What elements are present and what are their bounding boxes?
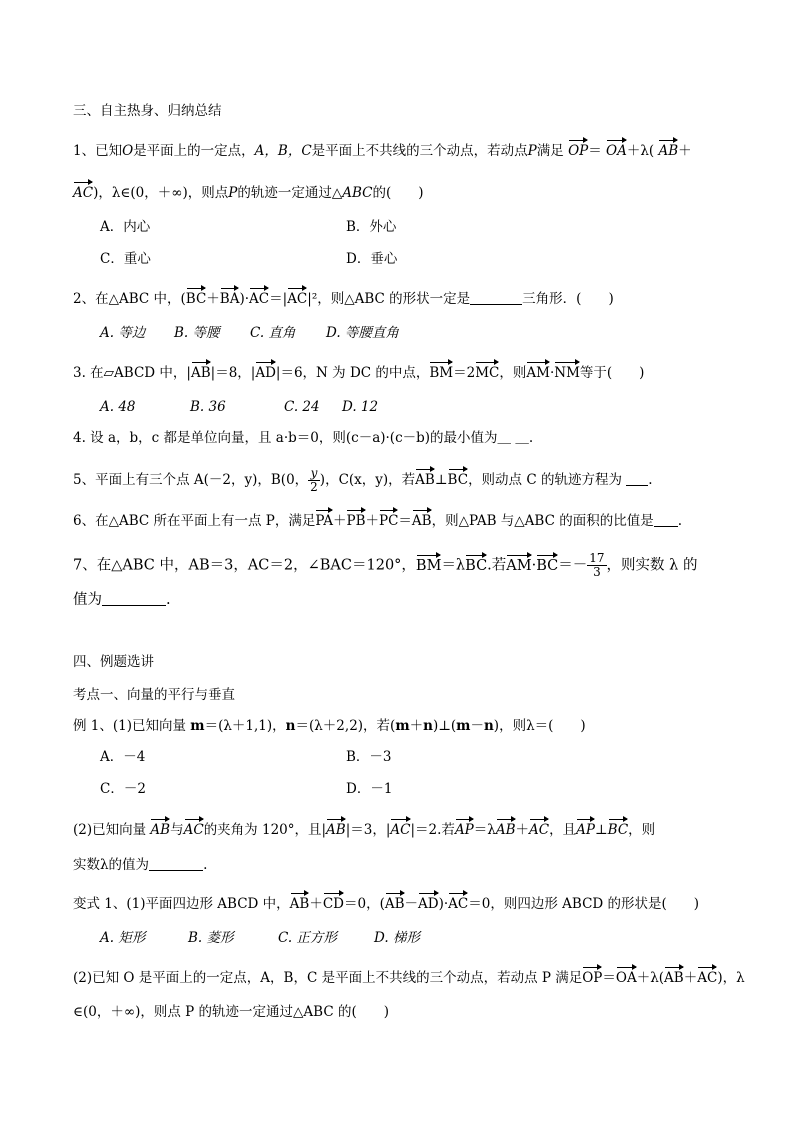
answer-blank <box>470 290 522 305</box>
q1-option-a: A．内心 <box>100 219 151 235</box>
q2-option-c: C. 直角 <box>250 325 296 341</box>
vector-BC: BC <box>186 287 207 309</box>
question-3: 3. 在▱ABCD 中，|AB|＝8，|AD|＝6，N 为 DC 的中点，BM＝2MC，则AM·NM等于( ) <box>73 361 644 383</box>
q1-option-b: B．外心 <box>346 219 397 235</box>
vector-AB: AB <box>385 892 405 914</box>
topic-1-title: 考点一、向量的平行与垂直 <box>73 687 235 703</box>
vector-AB: AB <box>150 818 170 840</box>
vector-AB: AB <box>415 468 435 490</box>
vector-BC: BC <box>465 554 487 576</box>
vector-PB: PB <box>346 509 365 531</box>
example-1-part-2-line-2: 实数λ的值为 . <box>73 857 208 873</box>
vector-AB: AB <box>412 509 432 531</box>
vector-BC: BC <box>448 468 469 490</box>
vector-OA: OA <box>606 139 627 161</box>
q1-option-d: D．垂心 <box>346 251 398 267</box>
vector-AB: AB <box>658 139 678 161</box>
answer-blank <box>149 856 203 871</box>
vector-AC: AC <box>529 818 549 840</box>
section-4-title: 四、例题选讲 <box>73 654 154 670</box>
vector-BM: BM <box>416 554 442 576</box>
vector-NM: NM <box>554 361 580 383</box>
vector-PA: PA <box>315 509 333 531</box>
ex1-option-a: A．－4 <box>100 749 146 765</box>
q3-option-c: C. 24 <box>284 399 320 415</box>
var1-option-b: B. 菱形 <box>188 930 234 946</box>
ex1-option-d: D．－1 <box>346 781 393 797</box>
q3-option-d: D. 12 <box>342 399 379 415</box>
vector-AD: AD <box>418 892 439 914</box>
vector-AC: AC <box>697 966 717 988</box>
vector-OP: OP <box>568 139 588 161</box>
var1-option-d: D. 梯形 <box>374 930 420 946</box>
q3-option-b: B. 36 <box>190 399 226 415</box>
q2-option-d: D. 等腰直角 <box>326 325 399 341</box>
answer-blank <box>654 512 678 527</box>
vector-AC: AC <box>249 287 269 309</box>
q3-option-a: A. 48 <box>100 399 136 415</box>
vector-CD: CD <box>323 892 344 914</box>
var1-option-c: C. 正方形 <box>278 930 337 946</box>
ex1-option-c: C．－2 <box>100 781 146 797</box>
question-1-line-1: 1、已知O是平面上的一定点，A，B，C是平面上不共线的三个动点，若动点P满足 OP＝ OA＋λ( AB＋ <box>73 139 692 161</box>
fraction-y-over-2: $\frac{y}{2}$ <box>310 466 318 494</box>
q1-option-c: C．重心 <box>100 251 151 267</box>
question-7-line-2: 值为 . <box>73 592 171 608</box>
var1-option-a: A. 矩形 <box>100 930 146 946</box>
vector-BC: BC <box>536 554 558 576</box>
question-7-line-1: 7、在△ABC 中，AB＝3，AC＝2，∠BAC＝120°，BM＝λBC.若AM·BC＝－ $\frac{17}{3}$ ，则实数 λ 的 <box>73 551 698 579</box>
vector-AM: AM <box>526 361 550 383</box>
vector-PC: PC <box>379 509 398 531</box>
question-1-line-2: AC)，λ∈(0，＋∞)，则点P的轨迹一定通过△ABC的( ) <box>73 181 424 203</box>
vector-AP: AP <box>455 818 474 840</box>
vector-MC: MC <box>475 361 499 383</box>
variant-1-part-2-line-1: (2)已知 O 是平面上的一定点，A，B，C 是平面上不共线的三个动点，若动点 P 满足OP＝OA＋λ(AB＋AC)，λ <box>73 966 745 988</box>
vector-AB: AB <box>326 818 346 840</box>
vector-AB: AB <box>290 892 310 914</box>
vector-AC: AC <box>287 287 307 309</box>
vector-AB: AB <box>664 966 684 988</box>
vector-BM: BM <box>429 361 453 383</box>
vector-AC: AC <box>73 181 93 203</box>
vector-OA: OA <box>616 966 637 988</box>
example-1-part-1: 例 1、(1)已知向量 m＝(λ＋1,1)，n＝(λ＋2,2)，若(m＋n)⊥(m－n)，则λ＝( ) <box>73 718 586 734</box>
vector-OP: OP <box>582 966 602 988</box>
vector-AM: AM <box>506 554 531 576</box>
variant-1-part-1: 变式 1、(1)平面四边形 ABCD 中，AB＋CD＝0，(AB－AD)·AC＝0，则四边形 ABCD 的形状是( ) <box>73 892 699 914</box>
q2-option-a: A. 等边 <box>100 325 146 341</box>
ex1-option-b: B．－3 <box>346 749 392 765</box>
q2-option-b: B. 等腰 <box>174 325 220 341</box>
vector-AB: AB <box>496 818 516 840</box>
vector-AC: AC <box>448 892 468 914</box>
fraction-17-over-3: $\frac{17}{3}$ <box>589 551 605 579</box>
question-5: 5、平面上有三个点 A(－2，y)，B(0， $\frac{y}{2}$ )，C(x，y)，若AB⊥BC，则动点 C 的轨迹方程为 . <box>73 466 653 494</box>
section-3-title: 三、自主热身、归纳总结 <box>73 103 222 119</box>
question-4: 4. 设 a，b，c 都是单位向量，且 a·b＝0，则(c－a)·(c－b)的最小值为＿ ＿. <box>73 430 534 446</box>
example-1-part-2-line-1: (2)已知向量 AB与AC的夹角为 120°，且|AB|＝3，|AC|＝2.若AP＝λAB＋AC，且AP⊥BC，则 <box>73 818 655 840</box>
vector-BA: BA <box>220 287 240 309</box>
variant-1-part-2-line-2: ∈(0，＋∞)，则点 P 的轨迹一定通过△ABC 的( ) <box>73 1004 389 1020</box>
question-2: 2、在△ABC 中，(BC＋BA)·AC＝|AC|²，则△ABC 的形状一定是 三角形．( ) <box>73 287 614 309</box>
answer-blank <box>102 591 166 606</box>
answer-blank <box>626 471 648 486</box>
vector-AC: AC <box>390 818 410 840</box>
question-6: 6、在△ABC 所在平面上有一点 P，满足PA＋PB＋PC＝AB，则△PAB 与△ABC 的面积的比值是 . <box>73 509 682 531</box>
vector-BC: BC <box>608 818 629 840</box>
vector-AP: AP <box>576 818 595 840</box>
vector-AD: AD <box>255 361 276 383</box>
vector-AB: AB <box>191 361 211 383</box>
vector-AC: AC <box>184 818 204 840</box>
